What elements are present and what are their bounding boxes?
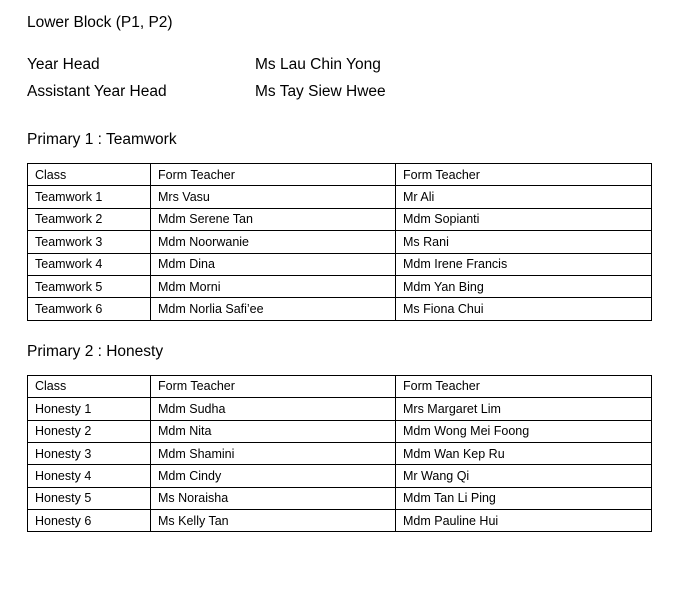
form-teacher-2-cell: Mr Ali <box>396 186 652 208</box>
document-title: Lower Block (P1, P2) <box>27 14 173 31</box>
form-teacher-1-cell: Mdm Noorwanie <box>151 231 396 253</box>
class-cell: Teamwork 4 <box>28 253 151 275</box>
table-row <box>28 398 652 420</box>
table-row <box>28 510 652 532</box>
form-teacher-2-cell: Mr Wang Qi <box>396 465 652 487</box>
table-row <box>28 231 652 253</box>
form-teacher-2-cell: Mdm Pauline Hui <box>396 510 652 532</box>
table-row <box>28 186 652 208</box>
form-teacher-1-cell: Mdm Shamini <box>151 442 396 464</box>
form-teacher-1-cell: Mdm Nita <box>151 420 396 442</box>
form-teacher-2-cell: Ms Fiona Chui <box>396 298 652 320</box>
column-header-form-teacher-1: Form Teacher <box>151 375 396 397</box>
form-teacher-1-cell: Ms Kelly Tan <box>151 510 396 532</box>
form-teacher-2-cell: Mrs Margaret Lim <box>396 398 652 420</box>
form-teacher-1-cell: Mrs Vasu <box>151 186 396 208</box>
form-teacher-2-cell: Mdm Sopianti <box>396 208 652 230</box>
primary2-honesty-table <box>27 375 652 533</box>
table-row <box>28 208 652 230</box>
form-teacher-1-cell: Mdm Sudha <box>151 398 396 420</box>
staff-row-year-head <box>27 51 699 78</box>
year-head-label: Year Head <box>27 56 100 73</box>
column-header-class: Class <box>28 164 151 186</box>
table-row <box>28 487 652 509</box>
class-cell: Honesty 4 <box>28 465 151 487</box>
staff-block <box>27 51 699 105</box>
column-header-class: Class <box>28 375 151 397</box>
class-cell: Honesty 1 <box>28 398 151 420</box>
form-teacher-2-cell: Mdm Tan Li Ping <box>396 487 652 509</box>
form-teacher-1-cell: Mdm Norlia Safi’ee <box>151 298 396 320</box>
class-cell: Honesty 3 <box>28 442 151 464</box>
form-teacher-1-cell: Mdm Cindy <box>151 465 396 487</box>
form-teacher-1-cell: Mdm Morni <box>151 275 396 297</box>
form-teacher-2-cell: Mdm Wong Mei Foong <box>396 420 652 442</box>
column-header-form-teacher-2: Form Teacher <box>396 375 652 397</box>
class-cell: Honesty 6 <box>28 510 151 532</box>
table-header-row <box>28 375 652 397</box>
table-row <box>28 275 652 297</box>
table-row <box>28 298 652 320</box>
class-cell: Teamwork 1 <box>28 186 151 208</box>
table-row <box>28 465 652 487</box>
form-teacher-2-cell: Mdm Wan Kep Ru <box>396 442 652 464</box>
class-cell: Teamwork 3 <box>28 231 151 253</box>
assistant-year-head-name: Ms Tay Siew Hwee <box>255 83 386 100</box>
column-header-form-teacher-2: Form Teacher <box>396 164 652 186</box>
staff-row-assistant-year-head <box>27 78 699 105</box>
class-cell: Honesty 5 <box>28 487 151 509</box>
assistant-year-head-label: Assistant Year Head <box>27 83 167 100</box>
class-cell: Teamwork 2 <box>28 208 151 230</box>
class-cell: Honesty 2 <box>28 420 151 442</box>
class-cell: Teamwork 5 <box>28 275 151 297</box>
form-teacher-1-cell: Ms Noraisha <box>151 487 396 509</box>
table-header-row <box>28 164 652 186</box>
form-teacher-1-cell: Mdm Serene Tan <box>151 208 396 230</box>
table-row <box>28 253 652 275</box>
form-teacher-2-cell: Mdm Irene Francis <box>396 253 652 275</box>
table-row <box>28 442 652 464</box>
primary1-teamwork-table <box>27 163 652 321</box>
section-heading-primary1: Primary 1 : Teamwork <box>27 131 177 148</box>
form-teacher-1-cell: Mdm Dina <box>151 253 396 275</box>
form-teacher-2-cell: Ms Rani <box>396 231 652 253</box>
section-heading-primary2: Primary 2 : Honesty <box>27 342 164 360</box>
column-header-form-teacher-1: Form Teacher <box>151 164 396 186</box>
class-cell: Teamwork 6 <box>28 298 151 320</box>
table-row <box>28 420 652 442</box>
form-teacher-2-cell: Mdm Yan Bing <box>396 275 652 297</box>
year-head-name: Ms Lau Chin Yong <box>255 56 381 73</box>
